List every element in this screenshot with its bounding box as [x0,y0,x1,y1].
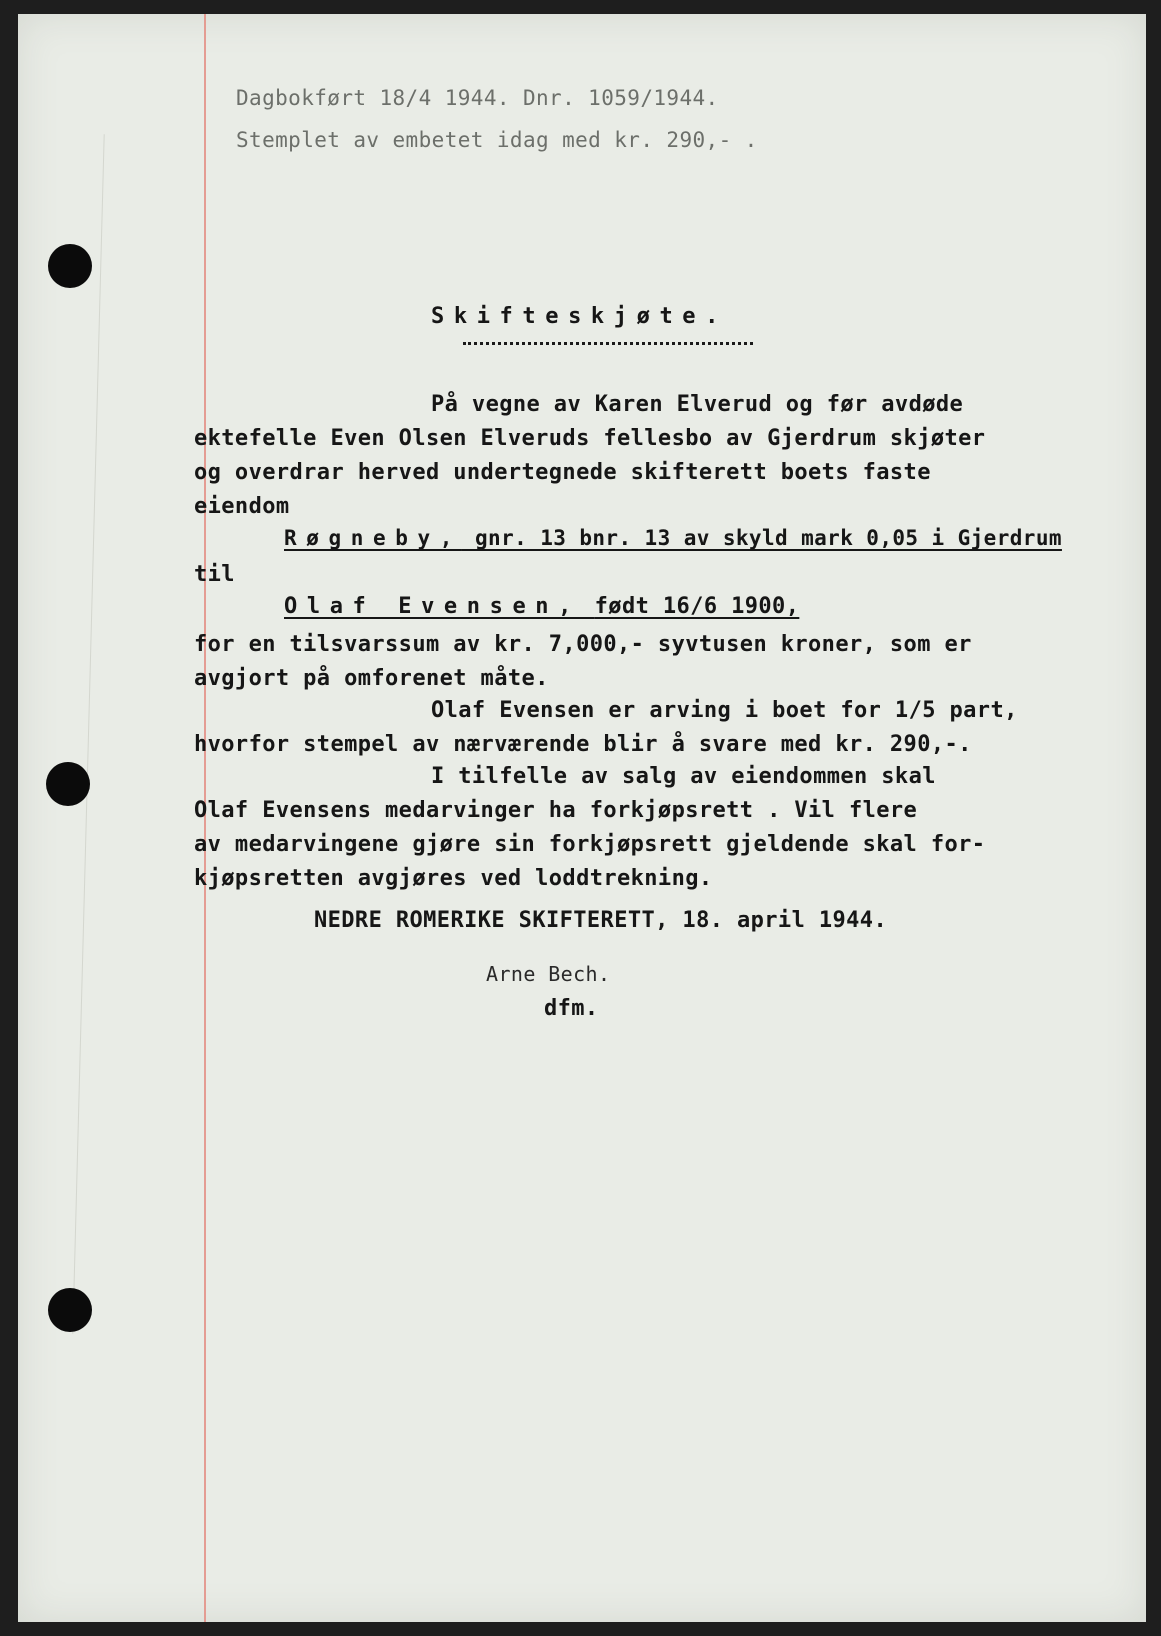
signature-suffix: dfm. [544,996,599,1021]
stamp-duty-line: Stemplet av embetet idag med kr. 290,- . [236,128,758,152]
recipient-line [284,594,799,619]
fold-line [72,134,104,1334]
body-line: Olaf Evensen er arving i boet for 1/5 part, [431,698,1018,723]
punch-hole-bottom [48,1288,92,1332]
body-line: for en tilsvarssum av kr. 7,000,- syvtusen kroner, som er [194,632,972,657]
body-line: til [194,562,235,587]
place-and-date: NEDRE ROMERIKE SKIFTERETT, 18. april 1944. [314,908,888,933]
document-title: Skifteskjøte. [431,304,728,329]
body-line: og overdrar herved undertegnede skifterett boets faste [194,460,931,485]
punch-hole-middle [46,762,90,806]
property-name: Røgneby, [284,526,462,550]
punch-hole-top [48,244,92,288]
body-line: av medarvingene gjøre sin forkjøpsrett gjeldende skal for- [194,832,986,857]
signature: Arne Bech. [486,962,611,986]
body-line: ektefelle Even Olsen Elveruds fellesbo av Gjerdrum skjøter [194,426,986,451]
recipient-birthdate: født 16/6 1900, [594,594,800,619]
recipient-name: Olaf Evensen, [284,594,581,619]
property-details: gnr. 13 bnr. 13 av skyld mark 0,05 i Gjerdrum [475,526,1062,550]
body-line: avgjort på omforenet måte. [194,666,549,691]
document-page [18,14,1146,1622]
body-line: I tilfelle av salg av eiendommen skal [431,764,936,789]
body-line: kjøpsretten avgjøres ved loddtrekning. [194,866,713,891]
body-line: eiendom [194,494,290,519]
body-line: På vegne av Karen Elverud og før avdøde [431,392,964,417]
registration-line: Dagbokført 18/4 1944. Dnr. 1059/1944. [236,86,719,110]
body-line: hvorfor stempel av nærværende blir å svare med kr. 290,-. [194,732,972,757]
title-dotted-rule [463,342,753,345]
property-line [284,526,1062,550]
body-line: Olaf Evensens medarvinger ha forkjøpsrett . Vil flere [194,798,918,823]
